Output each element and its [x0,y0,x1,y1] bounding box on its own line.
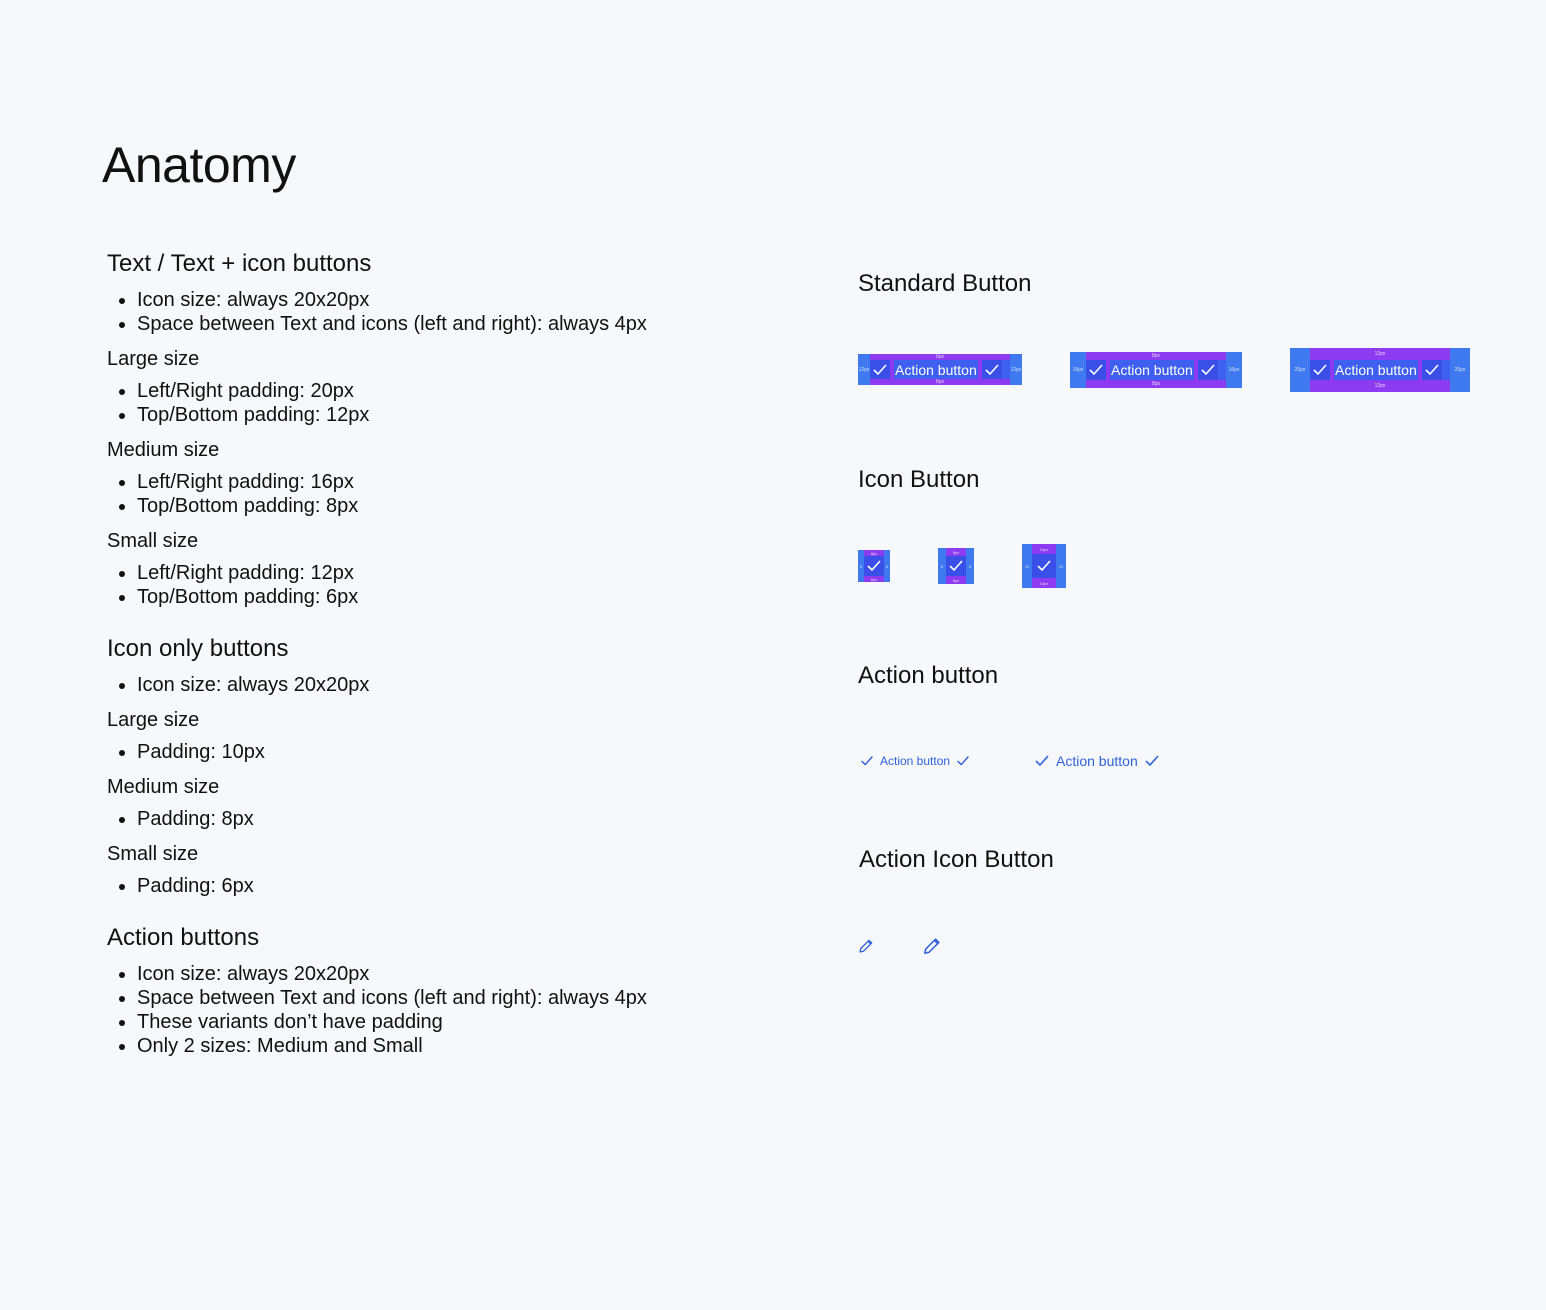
check-icon [864,556,884,576]
padding-label: 12px [1010,366,1022,373]
action-button-medium[interactable] [1032,751,1162,771]
spec-column [107,250,807,1070]
subheading-medium: Medium size [107,439,220,461]
check-icon [1142,751,1162,771]
button-label: Action button [880,754,951,768]
list-item: • Padding: 8px [137,807,807,831]
padding-label: 20px [1294,367,1306,373]
bullet-list [107,470,807,518]
list-item: • These variants don’t have padding [137,1010,807,1034]
check-icon [954,752,972,770]
standard-button-medium-anatomy [1070,352,1242,388]
standard-button-small-anatomy [858,354,1022,385]
padding-label: 6 [859,563,863,569]
subheading-large: Large size [107,709,200,731]
padding-label: 12px [858,366,870,373]
list-item: • Padding: 10px [137,740,807,764]
bullet-list [107,874,807,898]
padding-label: 6 [885,563,889,569]
bullet-list [107,561,807,609]
list-item: • Top/Bottom padding: 8px [137,494,807,518]
check-icon [858,752,876,770]
list-item: • Left/Right padding: 12px [137,561,807,585]
padding-label: 8 [940,563,944,569]
check-icon [946,556,966,576]
padding-label: 6px [864,550,884,556]
padding-label: 8px [946,576,966,584]
action-button-small[interactable] [858,752,972,770]
check-icon [1422,360,1442,380]
padding-label: 10px [1032,578,1056,588]
list-item: • Padding: 6px [137,874,807,898]
padding-label: 12px [1310,348,1450,360]
bullet-list [107,962,807,1058]
subheading-small: Small size [107,530,199,552]
padding-label: 10 [1058,563,1064,569]
section-heading-action-buttons: Action buttons [107,924,260,951]
icon-button-title: Icon Button [858,466,980,493]
padding-label: 8px [946,548,966,556]
button-label: Action button [1335,362,1417,378]
list-item: • Only 2 sizes: Medium and Small [137,1034,807,1058]
section-heading-text-buttons: Text / Text + icon buttons [107,250,372,277]
subheading-large: Large size [107,348,200,370]
subheading-small: Small size [107,843,199,865]
list-item: • Space between Text and icons (left and right): always 4px [137,312,807,336]
button-label: Action button [895,361,977,378]
padding-label: 8 [968,563,972,569]
check-icon [1032,554,1056,578]
standard-button-large-anatomy [1290,348,1470,392]
button-label: Action button [1056,753,1138,769]
padding-label: 8px [1086,380,1226,388]
list-item: • Top/Bottom padding: 6px [137,585,807,609]
check-icon [1032,751,1052,771]
padding-label: 16px [1072,367,1084,373]
bullet-list [107,740,807,764]
list-item: • Left/Right padding: 16px [137,470,807,494]
list-item: • Icon size: always 20x20px [137,962,807,986]
list-item: • Top/Bottom padding: 12px [137,403,807,427]
page-title: Anatomy [102,137,296,193]
padding-label: 10px [1032,544,1056,554]
padding-label: 8px [1086,352,1226,360]
pencil-icon[interactable] [856,936,876,956]
padding-label: 20px [1454,367,1466,373]
padding-label: 6px [864,576,884,582]
pencil-icon[interactable] [920,934,944,958]
icon-button-small-anatomy [858,550,890,582]
icon-button-large-anatomy [1022,544,1066,588]
list-item: • Left/Right padding: 20px [137,379,807,403]
padding-label: 10 [1024,563,1030,569]
check-icon [870,360,890,379]
bullet-list [107,807,807,831]
check-icon [1086,360,1106,380]
bullet-list [107,673,807,697]
list-item: • Icon size: always 20x20px [137,673,807,697]
section-heading-icon-buttons: Icon only buttons [107,635,289,662]
subheading-medium: Medium size [107,776,220,798]
padding-label: 16px [1228,367,1240,373]
list-item: • Space between Text and icons (left and right): always 4px [137,986,807,1010]
standard-button-title: Standard Button [858,270,1032,297]
padding-label: 6px [870,354,1010,360]
check-icon [1310,360,1330,380]
padding-label: 6px [870,379,1010,385]
bullet-list [107,288,807,336]
icon-button-medium-anatomy [938,548,974,584]
action-button-title: Action button [858,662,999,689]
check-icon [1198,360,1218,380]
action-icon-button-title: Action Icon Button [859,846,1054,873]
check-icon [982,360,1002,379]
padding-label: 12px [1310,380,1450,392]
list-item: • Icon size: always 20x20px [137,288,807,312]
button-label: Action button [1111,362,1193,378]
bullet-list [107,379,807,427]
